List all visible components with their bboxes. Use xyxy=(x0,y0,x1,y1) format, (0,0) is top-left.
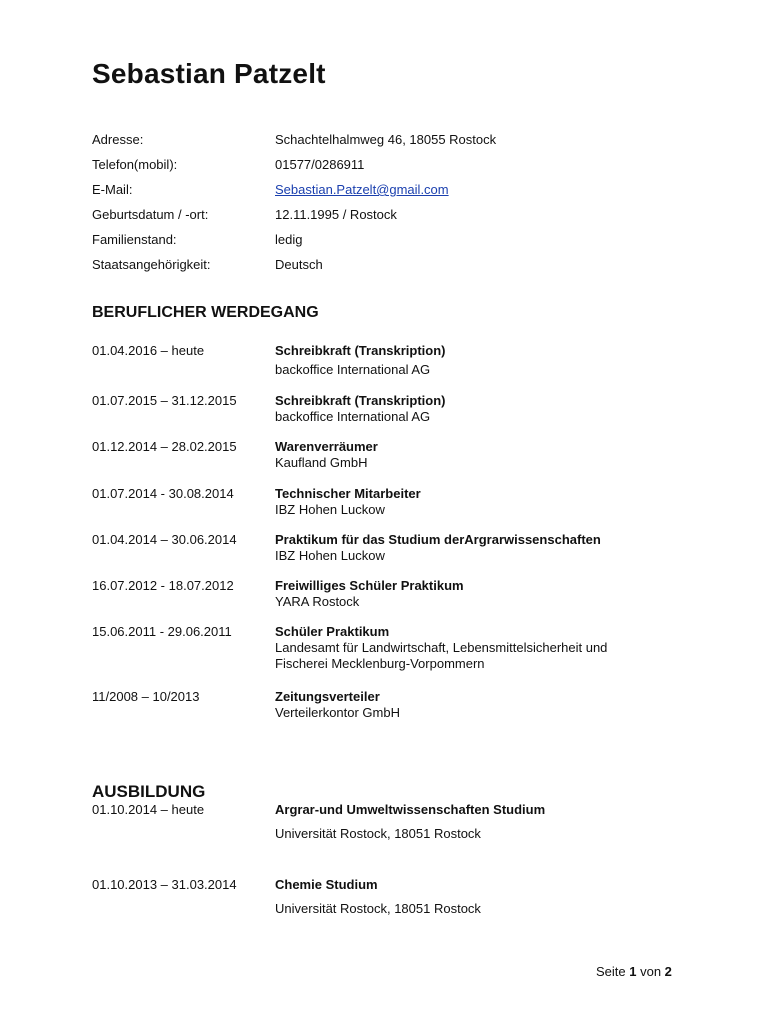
career-heading: BERUFLICHER WERDEGANG xyxy=(92,304,319,321)
career-org: backoffice International AG xyxy=(275,362,431,377)
career-period: 16.07.2012 - 18.07.2012 xyxy=(92,578,234,593)
personal-value: Deutsch xyxy=(275,257,323,272)
education-period: 01.10.2013 – 31.03.2014 xyxy=(92,877,237,892)
footer-middle: von xyxy=(636,964,665,979)
career-period: 01.07.2014 - 30.08.2014 xyxy=(92,486,234,501)
personal-label: Geburtsdatum / -ort: xyxy=(92,207,209,222)
education-org: Universität Rostock, 18051 Rostock xyxy=(275,826,481,841)
page-number-footer xyxy=(596,964,672,979)
career-org-continued: Fischerei Mecklenburg-Vorpommern xyxy=(275,656,485,671)
career-org: IBZ Hohen Luckow xyxy=(275,502,385,517)
career-period: 11/2008 – 10/2013 xyxy=(92,689,200,704)
career-title: Zeitungsverteiler xyxy=(275,689,380,704)
career-org: YARA Rostock xyxy=(275,594,360,609)
footer-prefix: Seite xyxy=(596,964,630,979)
personal-value: 12.11.1995 / Rostock xyxy=(275,207,397,222)
email-link[interactable]: Sebastian.Patzelt@gmail.com xyxy=(275,182,449,197)
personal-label: Staatsangehörigkeit: xyxy=(92,257,211,272)
personal-label: Telefon(mobil): xyxy=(92,157,178,172)
career-org: Kaufland GmbH xyxy=(275,455,368,470)
career-title: Schreibkraft (Transkription) xyxy=(275,393,446,408)
personal-value: ledig xyxy=(275,232,303,247)
personal-label: Familienstand: xyxy=(92,232,177,247)
career-period: 15.06.2011 - 29.06.2011 xyxy=(92,624,232,639)
career-period: 01.04.2016 – heute xyxy=(92,343,205,358)
career-period: 01.04.2014 – 30.06.2014 xyxy=(92,532,237,547)
career-org: Verteilerkontor GmbH xyxy=(275,705,400,720)
personal-value: Schachtelhalmweg 46, 18055 Rostock xyxy=(275,132,497,147)
cv-name: Sebastian Patzelt xyxy=(92,58,326,89)
career-org: Landesamt für Landwirtschaft, Lebensmittelsicherheit und xyxy=(275,640,608,655)
education-org: Universität Rostock, 18051 Rostock xyxy=(275,901,481,916)
career-title: Schüler Praktikum xyxy=(275,624,390,639)
personal-value: 01577/0286911 xyxy=(275,157,365,172)
personal-label: E-Mail: xyxy=(92,182,133,197)
career-title: Praktikum für das Studium derArgrarwissenschaften xyxy=(275,532,601,547)
education-title: Argrar-und Umweltwissenschaften Studium xyxy=(275,802,546,817)
career-org: backoffice International AG xyxy=(275,409,431,424)
education-heading: AUSBILDUNG xyxy=(92,782,206,801)
footer-page: 1 xyxy=(629,964,637,979)
footer-total: 2 xyxy=(664,964,672,979)
education-title: Chemie Studium xyxy=(275,877,378,892)
career-title: Schreibkraft (Transkription) xyxy=(275,343,446,358)
career-org: IBZ Hohen Luckow xyxy=(275,548,385,563)
career-title: Warenverräumer xyxy=(275,439,378,454)
career-title: Technischer Mitarbeiter xyxy=(275,486,421,501)
career-period: 01.12.2014 – 28.02.2015 xyxy=(92,439,237,454)
personal-label: Adresse: xyxy=(92,132,144,147)
career-period: 01.07.2015 – 31.12.2015 xyxy=(92,393,237,408)
education-period: 01.10.2014 – heute xyxy=(92,802,205,817)
career-title: Freiwilliges Schüler Praktikum xyxy=(275,578,464,593)
